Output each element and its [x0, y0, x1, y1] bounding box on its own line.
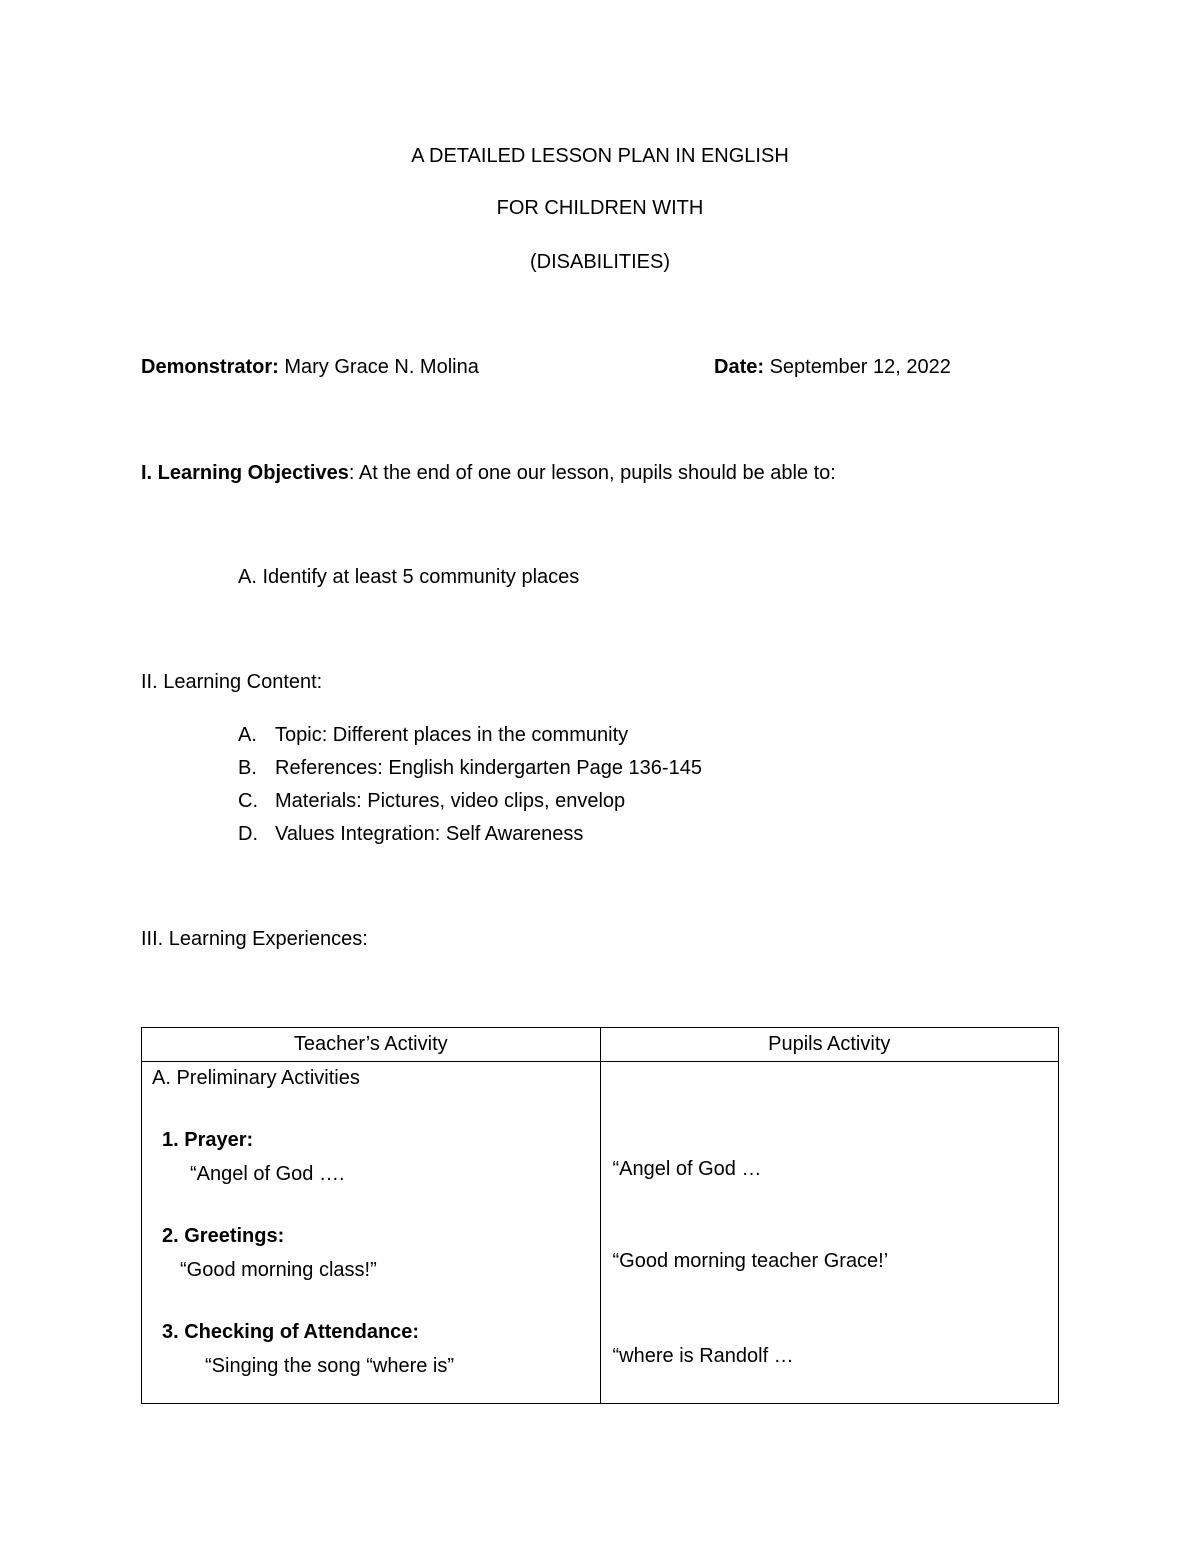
list-item-text: Materials: Pictures, video clips, envelop [275, 790, 626, 812]
attendance-label: 3. Checking of Attendance: [162, 1321, 420, 1343]
list-item [238, 755, 702, 788]
title-line-3: (DISABILITIES) [529, 251, 671, 273]
teacher-activity-header: Teacher’s Activity [142, 1028, 601, 1062]
activity-table [141, 1027, 1059, 1404]
list-item [238, 821, 702, 854]
demonstrator-value: Mary Grace N. Molina [284, 356, 479, 378]
learning-content-heading: II. Learning Content: [141, 671, 323, 693]
prayer-text: “Angel of God …. [190, 1163, 345, 1185]
list-item [238, 788, 702, 821]
list-item [238, 722, 702, 755]
title-line-1: A DETAILED LESSON PLAN IN ENGLISH [411, 145, 789, 167]
date-value: September 12, 2022 [769, 356, 951, 378]
demonstrator-line [141, 355, 479, 379]
objective-a: A. Identify at least 5 community places [238, 566, 580, 588]
list-marker: B. [238, 757, 257, 779]
date-label: Date: [714, 356, 765, 378]
greetings-text: “Good morning class!” [180, 1259, 377, 1281]
learning-content-list [238, 722, 702, 854]
pupils-activity-cell [600, 1062, 1059, 1404]
learning-objectives-heading: I. Learning Objectives [141, 462, 349, 484]
date-line [714, 355, 951, 379]
table-row [142, 1062, 1059, 1404]
greetings-label: 2. Greetings: [162, 1225, 285, 1247]
prayer-response: “Angel of God … [612, 1158, 762, 1180]
pupils-activity-header: Pupils Activity [600, 1028, 1059, 1062]
list-item-text: Topic: Different places in the community [275, 724, 629, 746]
prayer-label: 1. Prayer: [162, 1129, 254, 1151]
learning-experiences-heading: III. Learning Experiences: [141, 928, 368, 950]
list-marker: C. [238, 790, 258, 812]
list-marker: A. [238, 724, 257, 746]
list-marker: D. [238, 823, 258, 845]
teacher-activity-cell [142, 1062, 601, 1404]
list-item-text: References: English kindergarten Page 136-145 [275, 757, 702, 779]
table-header-row [142, 1028, 1059, 1062]
attendance-text: “Singing the song “where is” [205, 1355, 455, 1377]
title-line-2: FOR CHILDREN WITH [496, 197, 704, 219]
preliminary-activities: A. Preliminary Activities [152, 1067, 360, 1089]
attendance-response: “where is Randolf … [612, 1345, 794, 1367]
learning-objectives-text: : At the end of one our lesson, pupils should be able to: [348, 462, 836, 484]
demonstrator-label: Demonstrator: [141, 356, 279, 378]
greetings-response: “Good morning teacher Grace!’ [612, 1250, 889, 1272]
learning-objectives-line [141, 461, 836, 485]
list-item-text: Values Integration: Self Awareness [275, 823, 584, 845]
